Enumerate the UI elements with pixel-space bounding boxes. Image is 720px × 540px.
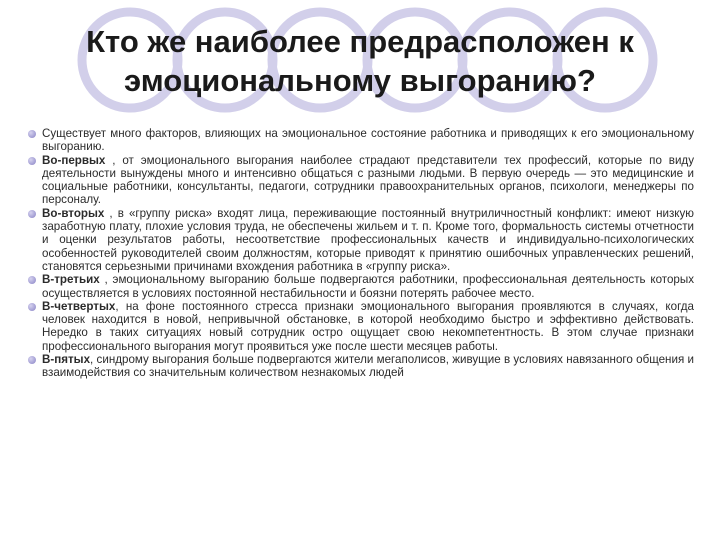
bullet-icon (28, 130, 36, 138)
slide-title: Кто же наиболее предрасположен к эмоциональному выгоранию? (86, 24, 634, 98)
list-item (14, 273, 694, 300)
item-lead: В-третьих (42, 273, 100, 287)
bullet-icon (28, 303, 36, 311)
item-text: , эмоциональному выгоранию больше подвергаются работники, профессиональная деятельность которых осуществляется в условиях постоянной нестабильности и боязни потерять рабочее место. (42, 273, 694, 300)
item-text: , синдрому выгорания больше подвергаются жители мегаполисов, живущие в условиях навязанного общения и взаимодействия со значительным количеством незнакомых людей (42, 353, 694, 380)
item-text: , в «группу риска» входят лица, переживающие постоянный внутриличностный конфликт: имеют низкую заработную плату, плохие условия труда, не обеспечены жильем и т. п. Кроме того, формальность системы отчетности и оценки результатов работы, несоответствие профессиональных качеств и индивидуально-психологических особенностей руководителей своим должностям, которые приводят к принятию ошибочных управленческих решений, становятся серьезными причинами вхождения работника в «группу риска». (42, 206, 694, 273)
item-lead: Во-вторых (42, 206, 105, 220)
item-lead: Во-первых (42, 153, 106, 167)
item-lead: В-четвертых (42, 299, 116, 313)
bullet-icon (28, 276, 36, 284)
item-text: , на фоне постоянного стресса признаки эмоционального выгорания проявляются в случаях, когда человек находится в новой, непривычной обстановке, в которой необходимо быстро и эффективно действовать. Нередко в таких ситуациях новый сотрудник остро ощущает свою некомпетентность. В этом случае признаки профессионального выгорания могут проявиться уже после шести месяцев работы. (42, 299, 694, 353)
bullet-icon (28, 210, 36, 218)
item-lead: В-пятых (42, 353, 91, 367)
list-item (14, 154, 694, 207)
bullet-icon (28, 356, 36, 364)
bullet-icon (28, 157, 36, 165)
bullet-list (14, 127, 694, 380)
list-item (14, 207, 694, 273)
item-text: , от эмоционального выгорания наиболее страдают представители тех профессий, которые по виду деятельности вынуждены много и интенсивно общаться с разными людьми. В первую очередь — это медицинские и социальные работники, консультанты, педагоги, сотрудники правоохранительных органов, психологи, менеджеры по персоналу. (42, 153, 694, 207)
item-text: Существует много факторов, влияющих на эмоциональное состояние работника и приводящих к его эмоциональному выгоранию. (42, 127, 694, 154)
list-item (14, 353, 694, 380)
list-item (14, 300, 694, 353)
list-item (14, 127, 694, 154)
